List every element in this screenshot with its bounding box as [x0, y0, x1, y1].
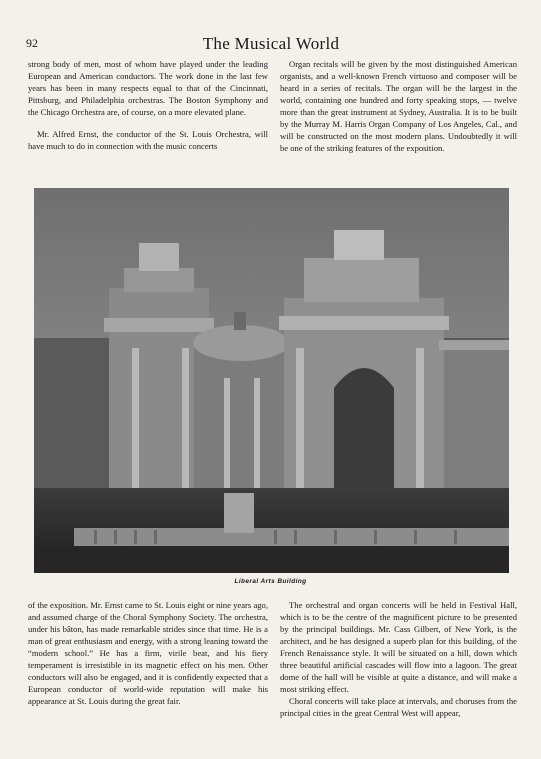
paragraph: Organ recitals will be given by the most distinguished American organists, and a well-known French virtuoso and composer will be heard in a series of recitals. The organ will be the largest in the world, containing one hundred and forty speaking stops, — twelve more than the great instrument at Sydney, Australia. It is to be built by the Murray M. Harris Organ Company of Los Angeles, Cal., and will be constructed on the most modern plans. Undoubtedly it will be one of the striking features of the exposition.	[280, 59, 517, 153]
column-bottom-right	[280, 599, 517, 719]
column-top-right	[280, 58, 517, 154]
paragraph: strong body of men, most of whom have played under the leading European and American conductors. The work done in the last few years has been in many respects equal to that of the Cincinnati, Pittsburg, and Philadelphia orchestras. The Boston Symphony and the Chicago Orchestra are, of course, on a more elevated plane.	[28, 59, 268, 117]
column-top-left	[28, 58, 268, 152]
page-number: 92	[26, 36, 38, 50]
column-bottom-left	[28, 599, 268, 707]
building-photograph	[34, 188, 509, 573]
paragraph: Choral concerts will take place at intervals, and choruses from the principal cities in the great Central West will appear,	[280, 696, 517, 718]
paragraph: The orchestral and organ concerts will be held in Festival Hall, which is to be the centre of the magnificent picture to be presented by the principal buildings. Mr. Cass Gilbert, of New York, is the architect, and he has designed a superb plan for this building, of the French Renaissance style. It will be situated on a hill, down which three beautiful artificial cascades will flow into a lagoon. The great dome of the hall will be visible at quite a distance, and will make a most striking effect.	[280, 600, 517, 694]
paragraph: of the exposition. Mr. Ernst came to St. Louis eight or nine years ago, and assumed charge of the Choral Symphony Society. The orchestra, under his bâton, has made remarkable strides since that time. He is a man of great enthusiasm and energy, with a strong leaning toward the “modern school.” He has a firm, virile beat, and his fiery temperament is irresistible in its magnetic effect on his men. Other conductors will also be engaged, and it is confidently expected that a European conductor of world-wide reputation will make his appearance at St. Louis during the great fair.	[28, 600, 268, 706]
page-header	[26, 34, 516, 54]
liberal-arts-building-image	[34, 188, 509, 573]
running-title: The Musical World	[202, 34, 340, 53]
figure-caption: Liberal Arts Building	[234, 578, 307, 585]
paragraph: Mr. Alfred Ernst, the conductor of the St. Louis Orchestra, will have much to do in connection with the music concerts	[28, 129, 268, 151]
